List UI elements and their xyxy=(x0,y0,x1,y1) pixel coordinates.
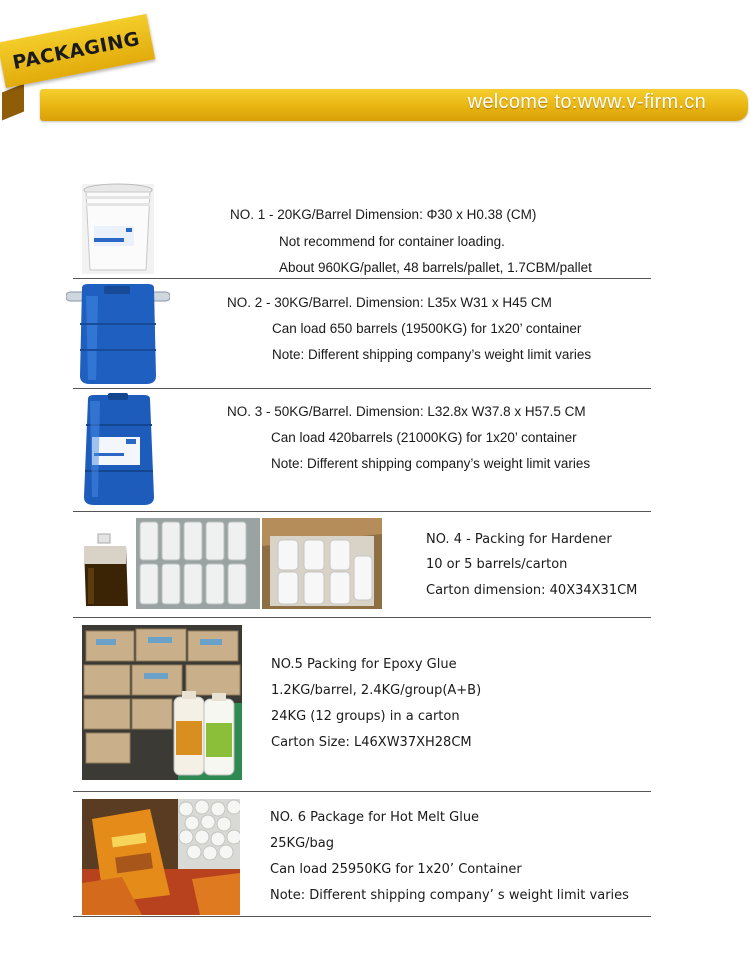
item-2-line-1: NO. 2 - 30KG/Barrel. Dimension: L35x W31 x H45 CM xyxy=(227,295,552,310)
packaging-tag xyxy=(0,14,155,88)
item-1-line-3: About 960KG/pallet, 48 barrels/pallet, 1.7CBM/pallet xyxy=(279,260,592,275)
item-6-line-4: Note: Different shipping company’ s weight limit varies xyxy=(270,888,629,903)
divider xyxy=(73,388,651,389)
item-1-line-1: NO. 1 - 20KG/Barrel Dimension: Φ30 x H0.38 (CM) xyxy=(230,207,537,222)
item-5-line-3: 24KG (12 groups) in a carton xyxy=(271,709,460,724)
item-1-line-2: Not recommend for container loading. xyxy=(279,234,505,249)
blue-drum-image xyxy=(66,284,170,386)
item-4-line-3: Carton dimension: 40X34X31CM xyxy=(426,583,638,598)
tag-ribbon-fold xyxy=(2,84,24,121)
item-2-line-2: Can load 650 barrels (19500KG) for 1x20’ container xyxy=(272,321,582,336)
item-3-line-1: NO. 3 - 50KG/Barrel. Dimension: L32.8x W37.8 x H57.5 CM xyxy=(227,404,586,419)
page-header xyxy=(0,0,750,140)
hardener-jugs-and-carton-image xyxy=(80,516,382,611)
packaging-title: PACKAGING xyxy=(10,27,142,75)
large-blue-drum-image xyxy=(78,393,160,507)
divider xyxy=(73,916,651,917)
white-pail-image xyxy=(80,182,156,276)
divider xyxy=(73,511,651,512)
item-4-line-1: NO. 4 - Packing for Hardener xyxy=(426,532,612,547)
welcome-text: welcome to:www.v-firm.cn xyxy=(467,91,706,113)
divider xyxy=(73,791,651,792)
item-5-line-4: Carton Size: L46XW37XH28CM xyxy=(271,735,472,750)
item-6-line-3: Can load 25950KG for 1x20’ Container xyxy=(270,862,522,877)
item-6-line-2: 25KG/bag xyxy=(270,836,334,851)
cartons-and-bottles-image xyxy=(82,625,242,780)
item-3-line-2: Can load 420barrels (21000KG) for 1x20’ container xyxy=(271,430,577,445)
item-3-line-3: Note: Different shipping company’s weight limit varies xyxy=(271,456,591,471)
item-6-line-1: NO. 6 Package for Hot Melt Glue xyxy=(270,810,480,825)
bags-and-pellets-image xyxy=(82,799,240,915)
item-5-line-1: NO.5 Packing for Epoxy Glue xyxy=(271,657,457,672)
item-4-line-2: 10 or 5 barrels/carton xyxy=(426,557,568,572)
divider xyxy=(73,617,651,618)
item-2-line-3: Note: Different shipping company’s weight limit varies xyxy=(272,347,592,362)
item-5-line-2: 1.2KG/barrel, 2.4KG/group(A+B) xyxy=(271,683,482,698)
divider xyxy=(73,278,651,279)
